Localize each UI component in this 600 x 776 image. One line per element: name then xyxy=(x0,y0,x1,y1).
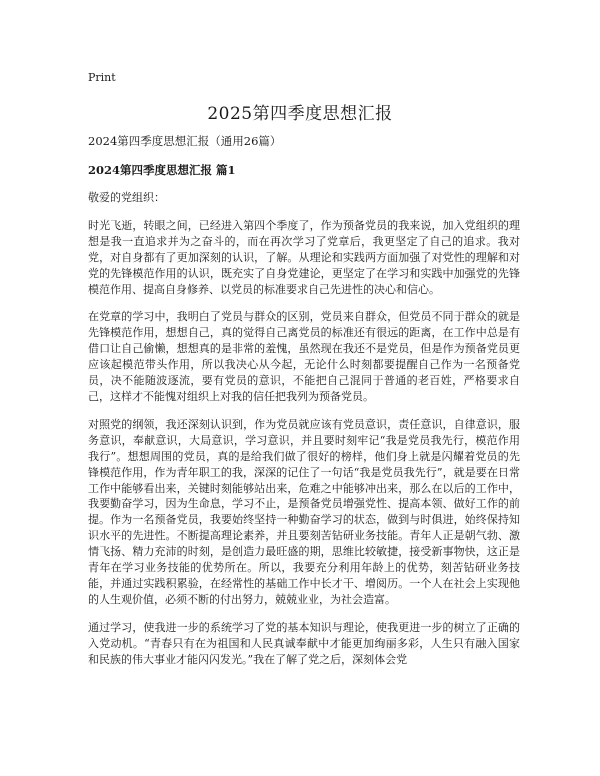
document-title: 2025第四季度思想汇报 xyxy=(207,104,393,124)
body-paragraph: 在党章的学习中，我明白了党员与群众的区别，党员来自群众，但党员不同于群众的就是先锋模范作用，想想自己，真的觉得自己离党员的标准还有很远的距离，在工作中总是有借口让自己偷懒，想想真的是非常的羞愧，虽然现在我还不是党员，但是作为预备党员更应该起模范带头作用，所以我决心从今起，无论什么时刻都要提醒自己作为一名预备党员，决不能随波逐流，要有党员的意识，不能把自己混同于普通的老百姓，严格要求自己，这样才不能愧对组织上对我的信任把我列为预备党员。 xyxy=(88,310,520,403)
print-link[interactable]: Print xyxy=(88,71,116,84)
document-body xyxy=(88,190,520,679)
document-subtitle: 2024第四季度思想汇报（通用26篇） xyxy=(88,134,282,148)
body-paragraph: 通过学习，使我进一步的系统学习了党的基本知识与理论，使我更进一步的树立了正确的入党动机。“青春只有在为祖国和人民真诚奉献中才能更加绚丽多彩，人生只有融入国家和民族的伟大事业才能闪闪发光。”我在了解了党之后，深刻体会党 xyxy=(88,620,520,666)
greeting-line: 敬爱的党组织： xyxy=(88,191,165,204)
body-paragraph: 对照党的纲领，我还深刻认识到，作为党员就应该有党员意识，责任意识，自律意识，服务意识，奉献意识，大局意识，学习意识，并且要时刻牢记“我是党员我先行，模范作用我行”。想想周围的党员，真的是给我们做了很好的榜样，他们身上就是闪耀着党员的先锋模范作用，作为青年职工的我，深深的记住了一句话“我是党员我先行”，就是要在日常工作中能够看出来，关键时刻能够站出来，危难之中能够冲出来，那么在以后的工作中，我要勤奋学习，因为生命息，学习不止，是预备党员增强党性、提高本领、做好工作的前提。作为一名预备党员，我要始终坚持一种勤奋学习的状态，做到与时俱进，始终保持知识水平的先进性。不断提高理论素养，并且要刻苦钻研业务技能。青年人正是朝气勃、激情飞扬、精力充沛的时刻，是创造力最旺盛的期，思维比较敏捷，接受新事物快，这正是青年在学习业务技能的优势所在。所以，我要充分利用年龄上的优势，刻苦钻研业务技能，并通过实践积累验，在经常性的基础工作中长才干、增阅历。一个人在社会上实现他的人生观价值，必须不断的付出努力，兢兢业业，为社会造富。 xyxy=(88,417,520,606)
section-heading: 2024第四季度思想汇报 篇1 xyxy=(88,163,236,177)
body-paragraph: 时光飞逝，转眼之间，已经进入第四个季度了，作为预备党员的我来说，加入党组织的理想是我一直追求并为之奋斗的，而在再次学习了党章后，我更坚定了自己的追求。我对党，对自身都有了更加深刻的认识，了解。从理论和实践两方面加强了对党性的理解和对党的先锋模范作用的认识，既充实了自身党建论，更坚定了在学习和实践中加强党的先锋模范作用、提高自身修养、以党员的标准要求自己先进性的决心和信心。 xyxy=(88,218,520,296)
